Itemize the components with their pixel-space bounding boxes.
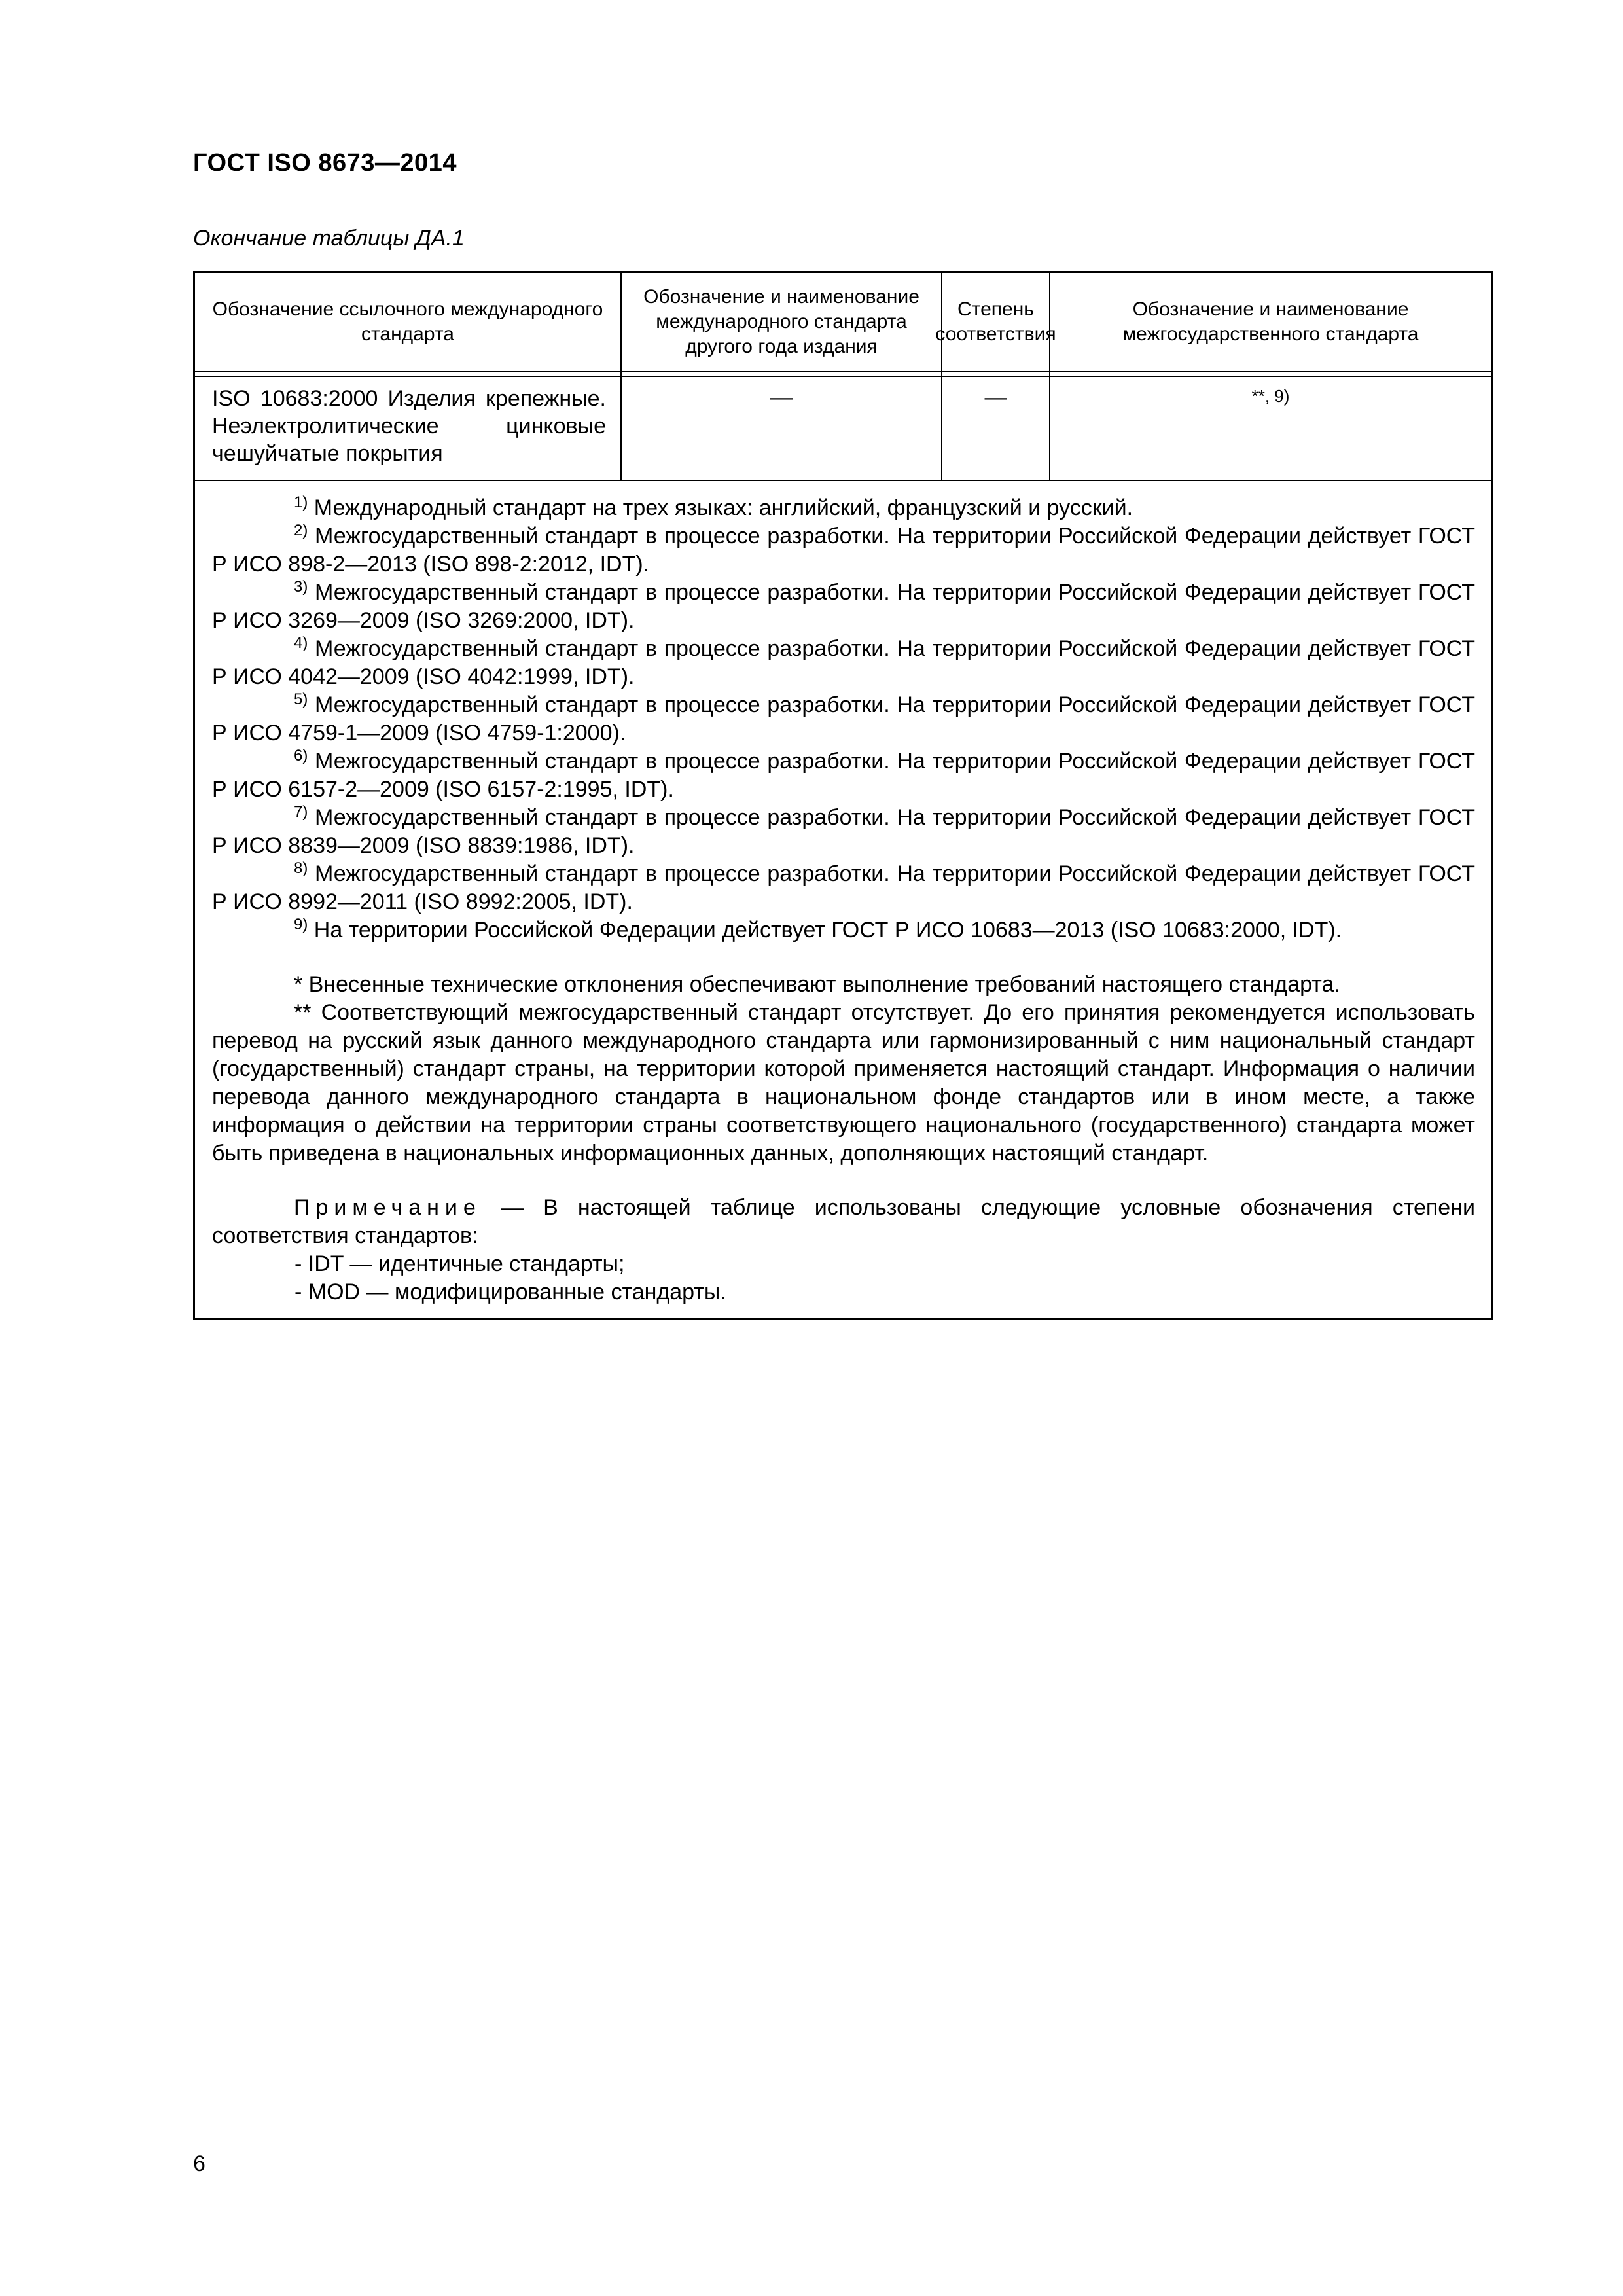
header-separator [195, 371, 1491, 377]
column-header-ref-standard: Обозначение ссылочного международного стандарта [195, 273, 622, 371]
footnote-text: На территории Российской Федерации действует ГОСТ Р ИСО 10683—2013 (ISO 10683:2000, IDT). [308, 918, 1342, 942]
cell-ref-standard: ISO 10683:2000 Изделия крепежные. Неэлектролитические цинковые чешуйчатые покрытия [195, 377, 622, 480]
footnote-text: Межгосударственный стандарт в процессе разработки. На территории Российской Федерации действует ГОСТ Р ИСО 3269—2009 (ISO 3269:2000, IDT). [212, 580, 1475, 633]
footnote-mark: 4) [294, 634, 308, 652]
footnote-mark: 7) [294, 803, 308, 821]
footnote-6 [212, 747, 1475, 804]
footnote-text: Межгосударственный стандарт в процессе разработки. На территории Российской Федерации действует ГОСТ Р ИСО 8992—2011 (ISO 8992:2005, IDT). [212, 861, 1475, 914]
standards-table [193, 271, 1493, 1320]
remark-text: — В настоящей таблице использованы следующие условные обозначения степени соответствия стандартов: [212, 1195, 1475, 1248]
cell-degree: — [942, 377, 1050, 480]
footnote-1 [212, 494, 1475, 522]
footnote-mark: 6) [294, 747, 308, 764]
footnote-text: Международный стандарт на трех языках: английский, французский и русский. [308, 495, 1133, 520]
table-caption: Окончание таблицы ДА.1 [193, 226, 465, 251]
table-header-row [195, 273, 1491, 371]
table-notes [195, 480, 1491, 1318]
footnote-text: Межгосударственный стандарт в процессе разработки. На территории Российской Федерации действует ГОСТ Р ИСО 898-2—2013 (ISO 898-2:2012, IDT). [212, 524, 1475, 577]
footnote-mark: 3) [294, 578, 308, 596]
footnote-mark: 1) [294, 493, 308, 511]
footnote-mark: 9) [294, 916, 308, 933]
double-asterisk-note: ** Соответствующий межгосударственный стандарт отсутствует. До его принятия рекомендуется использовать перевод на русский язык данного международного стандарта или гармонизированный с ним национальный стандарт (государственный) стандарт страны, на территории которой применяется настоящий стандарт. Информация о наличии перевода данного международного стандарта в национальном фонде стандартов или в ином месте, а также информация о действии на территории страны соответствующего национального (государственного) стандарта может быть приведена в национальных информационных данных, дополняющих настоящий стандарт. [212, 1000, 1475, 1166]
column-header-other-year: Обозначение и наименование международного стандарта другого года издания [622, 273, 942, 371]
cell-other-year: — [622, 377, 942, 480]
footnote-text: Межгосударственный стандарт в процессе разработки. На территории Российской Федерации действует ГОСТ Р ИСО 4042—2009 (ISO 4042:1999, IDT). [212, 636, 1475, 689]
list-item: - MOD — модифицированные стандарты. [294, 1280, 726, 1304]
footnote-text: Межгосударственный стандарт в процессе разработки. На территории Российской Федерации действует ГОСТ Р ИСО 8839—2009 (ISO 8839:1986, IDT). [212, 805, 1475, 858]
list-item: - IDT — идентичные стандарты; [294, 1251, 625, 1276]
footnote-2 [212, 522, 1475, 579]
column-header-degree: Степень соответствия [942, 273, 1050, 371]
footnote-text: Межгосударственный стандарт в процессе разработки. На территории Российской Федерации действует ГОСТ Р ИСО 6157-2—2009 (ISO 6157-2:1995, IDT). [212, 749, 1475, 802]
column-header-interstate: Обозначение и наименование межгосударственного стандарта [1122, 298, 1419, 345]
footnote-9 [212, 916, 1475, 944]
page-number: 6 [193, 2151, 205, 2176]
asterisk-note: * Внесенные технические отклонения обеспечивают выполнение требований настоящего стандарта. [294, 972, 1340, 997]
table-remark [212, 1194, 1475, 1250]
footnote-7 [212, 804, 1475, 860]
footnote-5 [212, 691, 1475, 747]
footnote-mark: 8) [294, 859, 308, 877]
footnote-4 [212, 635, 1475, 691]
table-row [195, 377, 1491, 480]
footnote-mark: 2) [294, 522, 308, 539]
footnote-text: Межгосударственный стандарт в процессе разработки. На территории Российской Федерации действует ГОСТ Р ИСО 4759-1—2009 (ISO 4759-1:2000). [212, 692, 1475, 745]
footnote-mark: 5) [294, 691, 308, 708]
document-code: ГОСТ ISO 8673—2014 [193, 149, 457, 177]
footnote-3 [212, 579, 1475, 635]
cell-interstate: **, 9) [1251, 386, 1290, 406]
remark-label: Примечание [294, 1195, 482, 1220]
footnote-8 [212, 860, 1475, 916]
